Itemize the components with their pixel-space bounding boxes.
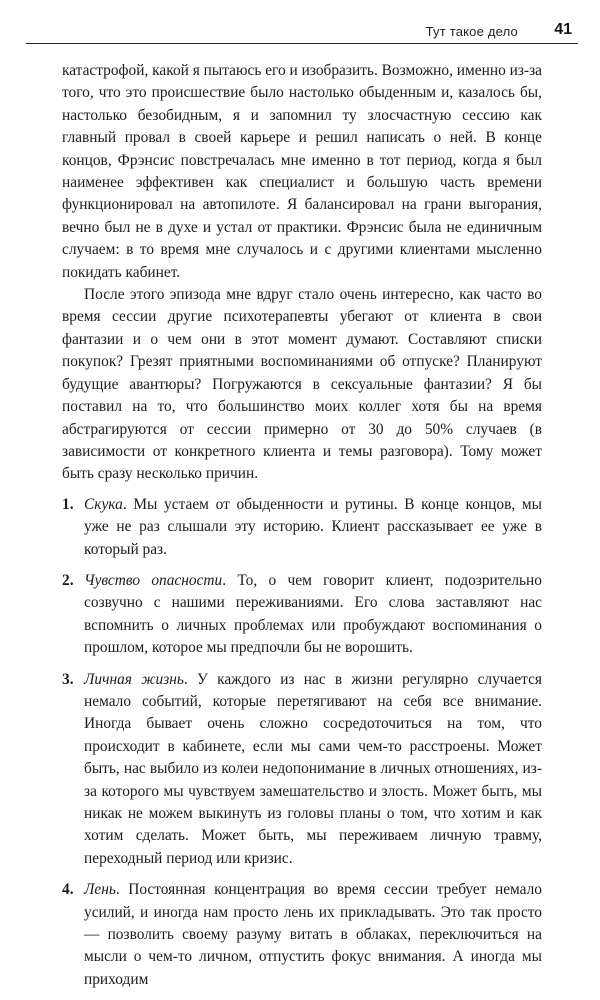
list-item-number: 2. [62, 571, 74, 589]
list-item-number: 4. [62, 881, 74, 899]
paragraph: После этого эпизода мне вдруг стало очень интересно, как часто во время сессии другие психотерапевты убегают от клиента в свои фантазии и о чем они в этот момент думают. Составляют списки покупок? Грезят приятными воспоминаниями об отпуске? Планируют будущие авантюры? Погружаются в сексуальные фантазии? Я бы поставил на то, что большинство моих коллег хотя бы на время абстрагируются от сессии примерно от 30 до 50% случаев (в зависимости от конкретного клиента и темы разговора). Тому может быть сразу несколько причин. [62, 286, 542, 483]
list-item-number: 1. [62, 495, 74, 513]
list-item-term: Скука [84, 495, 123, 513]
list-item-text: . То, о чем говорит клиент, подозрительно созвучно с нашими переживаниями. Его слова заставляют нас вспомнить о личных проблемах или пробуждают воспоминания о прошлом, которое мы предпочли бы не ворошить. [84, 571, 542, 657]
list-item-text: . Мы устаем от обыденности и рутины. В конце концов, мы уже не раз слышали эту историю. Клиент рассказывает ее уже в который раз. [84, 495, 542, 558]
list-item-number: 3. [62, 670, 74, 688]
list-item-term: Чувство опасности [84, 571, 223, 589]
header-rule [26, 43, 578, 44]
list-item [62, 494, 542, 561]
list-item-text: . У каждого из нас в жизни регулярно случается немало событий, которые перетягивают на себя все внимание. Иногда бывает очень сложно сосредоточиться на том, что происходит в кабинете, если мы сами чем-то расстроены. Может быть, нас выбило из колеи недопонимание в личных отношениях, из-за которого мы чувствуем замешательство и злость. Может быть, мы никак не можем выкинуть из головы планы о том, что хотим и как хотим сделать. Может быть, мы переживаем личную травму, переходный период или кризис. [84, 670, 543, 867]
list-item-term: Личная жизнь [84, 670, 184, 688]
paragraph-continuation: катастрофой, какой я пытаюсь его и изобразить. Возможно, именно из-за того, что это происшествие было настолько обыденным и, казалось бы, настолько безобидным, я и запомнил ту злосчастную сессию как главный провал в своей карьере и решил написать о ней. В конце концов, Фрэнсис повстречалась мне именно в тот период, когда я был наименее эффективен как специалист и большую часть времени функционировал на автопилоте. Я балансировал на грани выгорания, вечно был не в духе и устал от практики. Фрэнсис была не единичным случаем: в то время мне случалось и с другими клиентами мысленно покидать кабинет. [62, 62, 542, 281]
list-item [62, 669, 542, 871]
list-item [62, 879, 542, 991]
list-item [62, 570, 542, 660]
list-item-text: . Постоянная концентрация во время сессии требует немало усилий, и иногда нам просто лень их прикладывать. Это так просто — позволить своему разуму витать в облаках, переключиться на мысли о чем-то личном, отпустить фокус внимания. А иногда мы приходим [84, 881, 542, 988]
body-text [62, 60, 542, 1000]
page-number: 41 [554, 21, 572, 38]
page-header [26, 0, 578, 44]
causes-list [62, 494, 542, 992]
running-title: Тут такое дело [425, 24, 518, 39]
list-item-term: Лень [84, 881, 116, 899]
